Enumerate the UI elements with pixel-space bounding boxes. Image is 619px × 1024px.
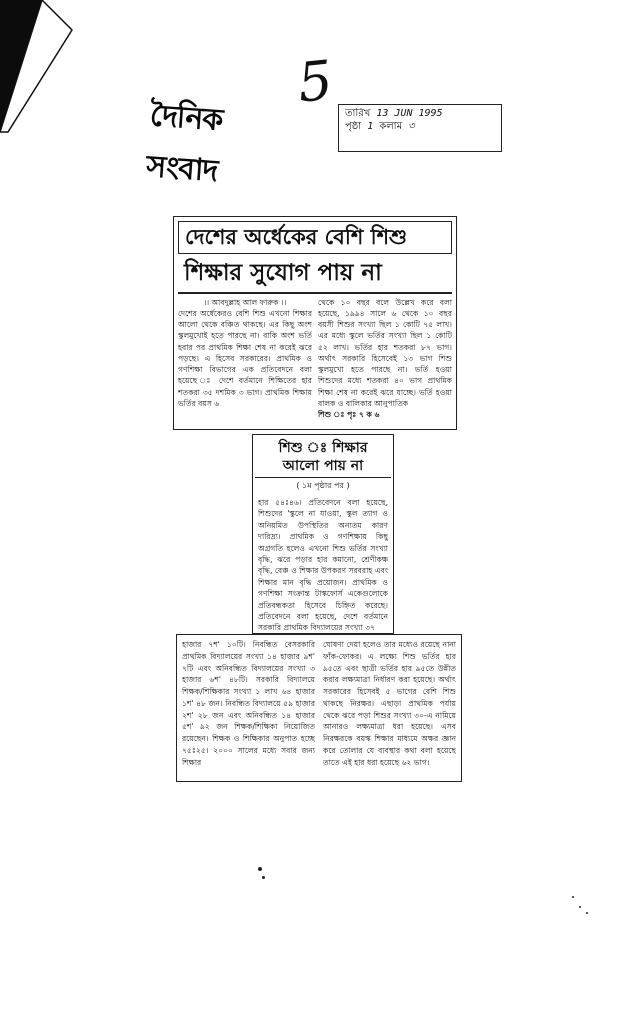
column-label: কলাম xyxy=(379,120,403,132)
headline-line-1: দেশের অর্ধেকের বেশি শিশু xyxy=(178,221,452,254)
paragraph: হার ৫৪ঃ৪৬। প্রতিবেদনে বলা হয়েছে, শিশুদের 'স্কুলে না যাওয়া, স্কুল ত্যাগ ও অনিয়মিত উপস্থিতির অন্যতম কারণ দারিদ্র্য। প্রাথমিক ও গণশিক্ষায় কিছু অগ্রগতি হলেও এখনো শিশু ভর্তির সংখ্যা বৃদ্ধি, ঝরে পড়ার হার কমানো, শ্রেণীকক্ষ বৃদ্ধি, বেঞ্চ ও শিক্ষার উপকরণ সরবরাহ এবং শিক্ষার মান বৃদ্ধি প্রয়োজন। প্রাথমিক ও গণশিক্ষা সংক্রান্ত টাস্কফোর্স একেগুলোকে প্রতিবন্ধকতা হিসেবে চিহ্নিত করেছে। xyxy=(258,498,388,610)
scan-speck xyxy=(572,896,574,898)
continuation-headline: শিশু ঃ শিক্ষার আলো পায় না xyxy=(255,435,391,478)
column-value: ৩ xyxy=(408,120,415,132)
article-column-1: হাজার ৭শ' ১০টি। নিবন্ধিত বেসরকারি প্রাথমিক বিদ্যালয়ের সংখ্যা ১৪ হাজার ৯শ' ৭টি এবং অনিবন্ধিত বিদ্যালয়ের সংখ্যা ৩ হাজার ৬শ' ৪৮টি। সরকারি বিদ্যালয়ে শিক্ষক/শিক্ষিকার সংখ্যা ১ লাখ ৬৪ হাজার ১শ' ৪৮ জন। নিবন্ধিত বিদ্যালয়ে ৫৯ হাজার ২শ' ২৮ জন এবং অনিবন্ধিত ১৪ হাজার ৫শ' ৯২ জন শিক্ষক/শিক্ষিকা নিয়োজিত রয়েছেন। শিক্ষক ও শিক্ষিকার অনুপাত হচ্ছে ৭৫ঃ২৫। ২০০০ সালের মধ্যে সবার জন্য শিক্ষার xyxy=(182,640,315,767)
headline-line-2: শিক্ষার সুযোগ পায় না xyxy=(178,256,452,294)
article-column-1 xyxy=(178,297,312,421)
byline: ।। আবদুল্লাহ আল ফারুক ।। xyxy=(203,297,287,307)
date-stamp xyxy=(338,104,502,152)
newspaper-masthead: দৈনিক সংবাদ xyxy=(145,98,224,189)
scan-speck xyxy=(579,906,581,908)
article-column-2: ঘোষণা দেয়া হলেও তার মধ্যেও রয়েছে নানা ফাঁক-ফোকর। এ লক্ষ্যে শিশু ভর্তির হার ৯৫তে এবং ছাত্রী ভর্তির হার ৯৫তে উন্নীত করার লক্ষ্যমাত্রা নির্ধারণ করা হয়েছে। অর্থাৎ সরকারের হিসেবই ৫ ভাগের বেশি শিশু থাকছে নিরক্ষর। এছাড়া প্রাথমিক পর্যায় থেকে ঝরে পড়া শিশুর সংখ্যা ৩০-এ নামিয়ে আনারও লক্ষ্যমাত্রা ধরা হয়েছে। এসব নিরক্ষরকে বয়স্ক শিক্ষার মাধ্যমে অক্ষর জ্ঞান করে তোলার যে ব্যবস্থার কথা বলা হয়েছে তাতে এই হার ধরা হয়েছে ৬২ ভাগ। xyxy=(323,640,456,767)
folded-corner-shadow xyxy=(0,0,80,140)
article-clipping-main xyxy=(173,216,457,430)
handwritten-page-number: 5 xyxy=(294,48,336,115)
column-text: থেকে ১০ বছর বলে উল্লেখ করে বলা হয়েছে, ১৯৯৪ সালে ৬ থেকে ১০ বছর বয়সী শিশুর সংখ্যা ছিল ১ কোটি ৭৫ লাখ। এর মধ্যে স্কুলে ভর্তির সংখ্যা ছিল ১ কোটি ৫২ লাখ। ভর্তির হার শতকরা ৮৭ ভাগ। অর্থাৎ সরকারি হিসেবেই ১৩ ভাগ শিশু স্কুলমুখো হতে পারছে না। ভর্তি হওয়া শিশুদের মধ্যে শতকরা ৪০ ভাগ প্রাথমিক শিক্ষা শেষ না করেই ঝরে যাচ্ছে। ভর্তি হওয়া বালক ও বালিকার আনুপাতিক xyxy=(318,297,452,408)
article-clipping-tail xyxy=(176,634,462,782)
date-label: তারিখ xyxy=(345,108,371,119)
continued-on-note: শিশু ঃ পৃঃ ৭ ক ৬ xyxy=(318,410,380,420)
column-text: দেশের অর্ধেকেরও বেশি শিশু এখনো শিক্ষার আলো থেকে বঞ্চিত থাকছে। এর কিছু অংশ স্কুলমুখোই হতে পারছে না। বাকি অংশ ভর্তি হবার পর প্রাথমিক শিক্ষা শেষ না করেই ঝরে পড়ছে। এ হিসেব সরকারের। প্রাথমিক ও গণশিক্ষা বিভাগের এক প্রতিবেদনে বলা হয়েছে ঃ দেশে বর্তমানে শিক্ষিতের হার শতকরা ৩৫ দশমিক ৩ ভাগ। প্রাথমিক শিক্ষায় ভর্তির বয়স ৬ xyxy=(178,308,312,408)
continuation-text xyxy=(253,495,393,634)
article-column-2 xyxy=(318,297,452,421)
scan-speck xyxy=(258,867,262,871)
date-value: 13 JUN 1995 xyxy=(376,108,443,119)
paragraph: প্রতিবেদনে বলা হয়েছে, দেশে বর্তমানে সরকারি প্রাথমিক বিদ্যালয়ের সংখ্যা ৩৭ xyxy=(258,611,388,633)
continued-from-note: ( ১ম পৃষ্ঠার পর ) xyxy=(296,481,350,490)
article-clipping-continuation xyxy=(252,434,394,634)
page-label: পৃষ্ঠা xyxy=(345,120,362,132)
scan-speck xyxy=(262,876,265,879)
scan-speck xyxy=(586,912,588,914)
page-value: 1 xyxy=(367,120,374,132)
